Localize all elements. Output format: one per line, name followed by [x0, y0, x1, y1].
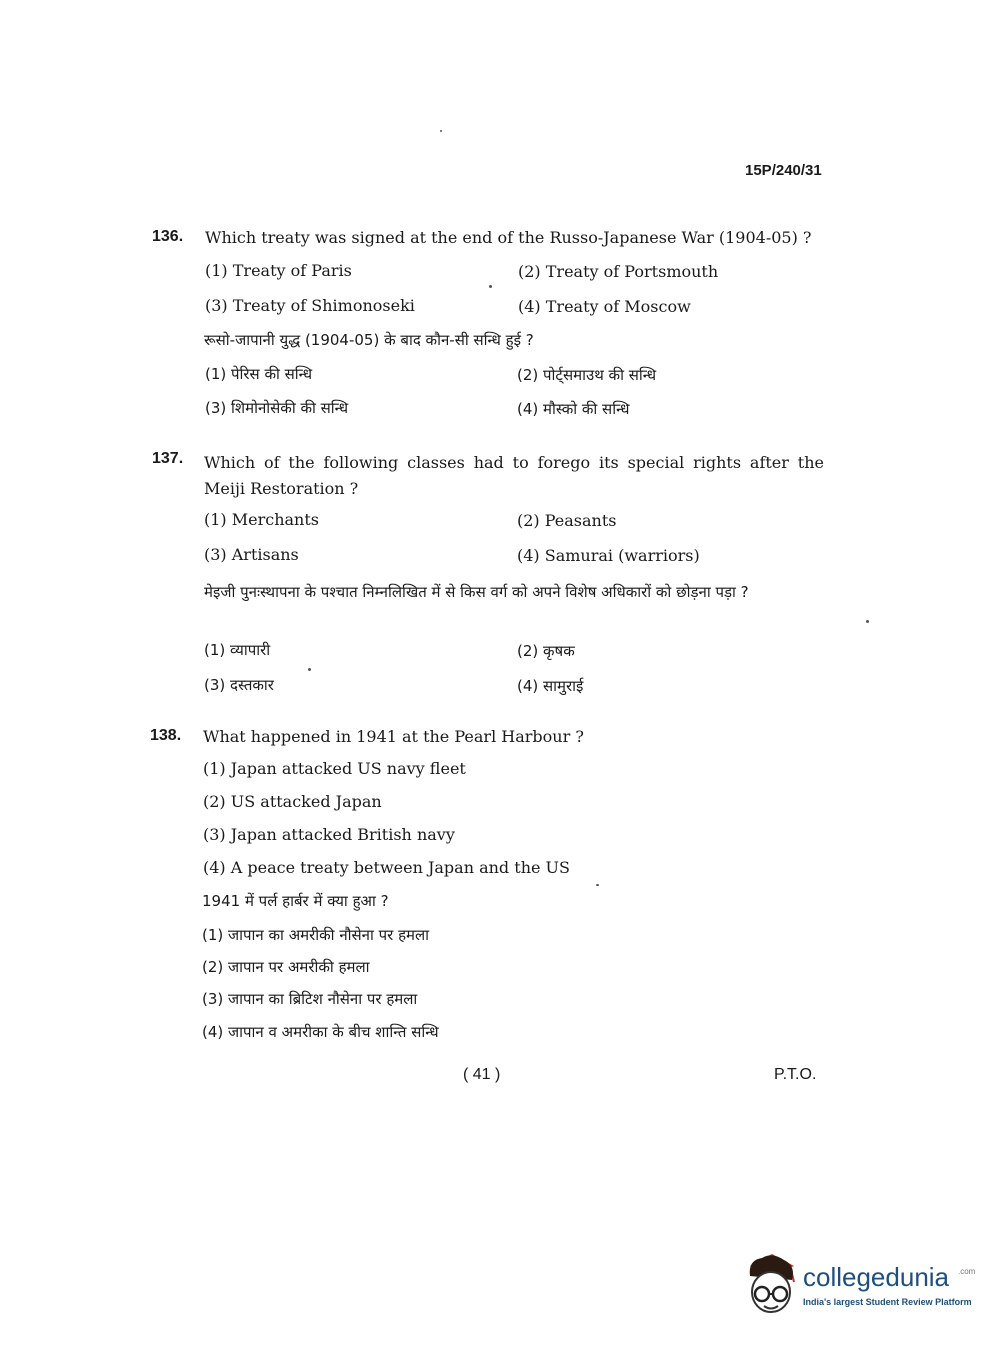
scan-speck — [596, 884, 599, 886]
option-en-3: (3) Artisans — [204, 545, 299, 564]
scan-speck — [308, 668, 311, 671]
question-number: 137. — [152, 450, 184, 467]
question-text-hi: रूसो-जापानी युद्ध (1904-05) के बाद कौन-सी सन्धि हुई ? — [204, 331, 534, 349]
brand-tagline: India's largest Student Review Platform — [803, 1297, 972, 1307]
option-en-1: (1) Japan attacked US navy fleet — [203, 759, 466, 778]
option-hi-4: (4) मौस्को की सन्धि — [517, 400, 630, 418]
question-number: 136. — [152, 228, 184, 245]
option-hi-3: (3) दस्तकार — [204, 676, 274, 694]
question-text-hi: 1941 में पर्ल हार्बर में क्या हुआ ? — [202, 892, 389, 910]
option-hi-3: (3) शिमोनोसेकी की सन्धि — [205, 399, 349, 417]
brand-name: collegedunia — [803, 1262, 950, 1292]
option-en-4: (4) Treaty of Moscow — [518, 297, 691, 316]
option-en-3: (3) Treaty of Shimonoseki — [205, 296, 415, 315]
scan-speck — [866, 620, 869, 623]
option-en-1: (1) Merchants — [204, 510, 319, 529]
scan-speck — [489, 285, 492, 288]
option-en-1: (1) Treaty of Paris — [205, 261, 352, 280]
option-hi-4: (4) जापान व अमरीका के बीच शान्ति सन्धि — [202, 1023, 439, 1041]
option-en-2: (2) Peasants — [517, 511, 617, 530]
option-hi-1: (1) पेरिस की सन्धि — [205, 365, 313, 383]
question-text-hi: मेइजी पुनःस्थापना के पश्चात निम्नलिखित में से किस वर्ग को अपने विशेष अधिकारों को छोड़ना पड़ा ? — [204, 583, 749, 601]
page-number: ( 41 ) — [463, 1066, 501, 1083]
question-text-en: Which treaty was signed at the end of the Russo-Japanese War (1904-05) ? — [205, 228, 812, 247]
option-hi-2: (2) जापान पर अमरीकी हमला — [202, 958, 370, 976]
option-hi-4: (4) सामुराई — [517, 677, 584, 695]
option-hi-1: (1) व्यापारी — [204, 641, 271, 659]
question-text-en: What happened in 1941 at the Pearl Harbour ? — [203, 727, 584, 746]
scan-speck — [440, 130, 442, 132]
question-number: 138. — [150, 727, 182, 744]
mascot-icon — [742, 1248, 802, 1318]
brand-suffix: .com — [958, 1267, 976, 1276]
pto-label: P.T.O. — [774, 1066, 817, 1083]
option-en-2: (2) US attacked Japan — [203, 792, 382, 811]
option-en-4: (4) Samurai (warriors) — [517, 546, 700, 565]
option-hi-2: (2) कृषक — [517, 642, 575, 660]
option-en-4: (4) A peace treaty between Japan and the US — [203, 858, 570, 877]
option-en-3: (3) Japan attacked British navy — [203, 825, 455, 844]
option-en-2: (2) Treaty of Portsmouth — [518, 262, 719, 281]
question-text-en: Which of the following classes had to forego its special rights after the Meiji Restoration ? — [204, 453, 824, 498]
option-hi-2: (2) पोर्ट्समाउथ की सन्धि — [517, 366, 657, 384]
paper-code: 15P/240/31 — [745, 162, 822, 179]
option-hi-1: (1) जापान का अमरीकी नौसेना पर हमला — [202, 926, 430, 944]
option-hi-3: (3) जापान का ब्रिटिश नौसेना पर हमला — [202, 990, 418, 1008]
